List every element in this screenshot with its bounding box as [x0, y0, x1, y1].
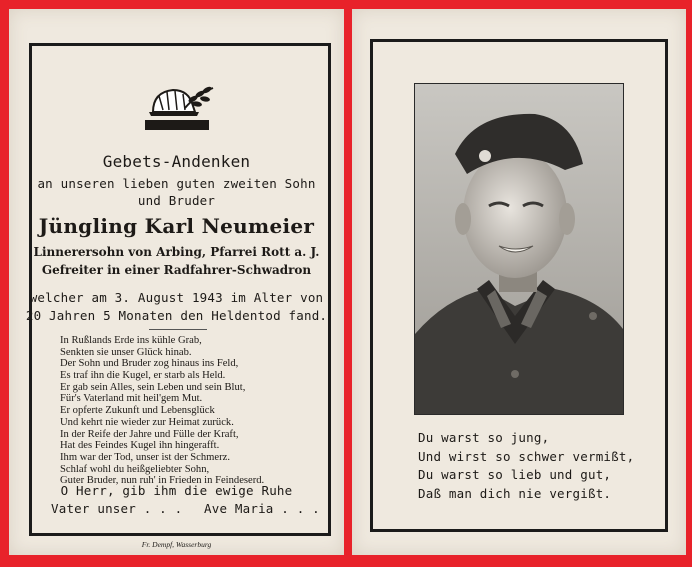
deceased-name: Jüngling Karl Neumeier	[38, 214, 315, 238]
verse-line: Du warst so jung,	[418, 430, 550, 445]
prayer-our-father: Vater unser . . .	[51, 501, 183, 516]
divider	[149, 329, 207, 330]
card-title: Gebets-Andenken	[102, 152, 251, 171]
closing-prayer: O Herr, gib ihm die ewige Ruhe	[60, 483, 293, 498]
death-date-line: welcher am 3. August 1943 im Alter von	[29, 290, 324, 305]
dedication-line-relation: und Bruder	[137, 193, 216, 208]
verse-line: Du warst so lieb und gut,	[418, 467, 612, 483]
poem-line: Und kehrt nie wieder zur Heimat zurück.	[60, 416, 234, 428]
poem-line: Es traf ihn die Kugel, er starb als Held.	[60, 370, 226, 382]
poem-line: Er gab sein Alles, sein Leben und sein Blut,	[60, 381, 246, 393]
poem-line: Er opferte Zukunft und Lebensglück	[60, 405, 215, 417]
memorial-verse	[418, 429, 648, 503]
poem-line: In Rußlands Erde ins kühle Grab,	[60, 335, 202, 346]
memorial-card-front	[9, 9, 344, 555]
poem-line: In der Reife der Jahre und Fülle der Kraft,	[60, 428, 239, 440]
poem-line: Schlaf wohl du heißgeliebter Sohn,	[60, 463, 210, 475]
printer-imprint: Fr. Dempf, Wasserburg	[141, 540, 212, 549]
occupation-line: Linnerersohn von Arbing, Pfarrei Rott a. J.	[33, 245, 320, 259]
memorial-poem	[60, 335, 325, 487]
dedication-line: an unseren lieben guten zweiten Sohn	[37, 176, 316, 191]
helmet-with-laurel-icon	[139, 82, 219, 134]
poem-line: Guter Bruder, nun ruh' in Frieden in Feindeserd.	[60, 475, 265, 487]
poem-line: Ihm war der Tod, unser ist der Schmerz.	[60, 451, 230, 463]
poem-line: Für's Vaterland mit heil'gem Mut.	[60, 393, 203, 405]
verse-line: Und wirst so schwer vermißt,	[418, 448, 635, 464]
poem-line: Der Sohn und Bruder zog hinaus ins Feld,	[60, 358, 239, 370]
prayer-hail-mary: Ave Maria . . .	[204, 501, 320, 516]
verse-line: Daß man dich nie vergißt.	[418, 485, 612, 501]
poem-line: Senkten sie unser Glück hinab.	[60, 346, 192, 358]
soldier-portrait-photo	[414, 83, 624, 415]
memorial-card-back	[352, 9, 686, 555]
rank-line: Gefreiter in einer Radfahrer-Schwadron	[41, 263, 312, 277]
death-age-line: 20 Jahren 5 Monaten den Heldentod fand.	[25, 308, 328, 323]
poem-line: Hat des Feindes Kugel ihn hingerafft.	[60, 440, 220, 452]
